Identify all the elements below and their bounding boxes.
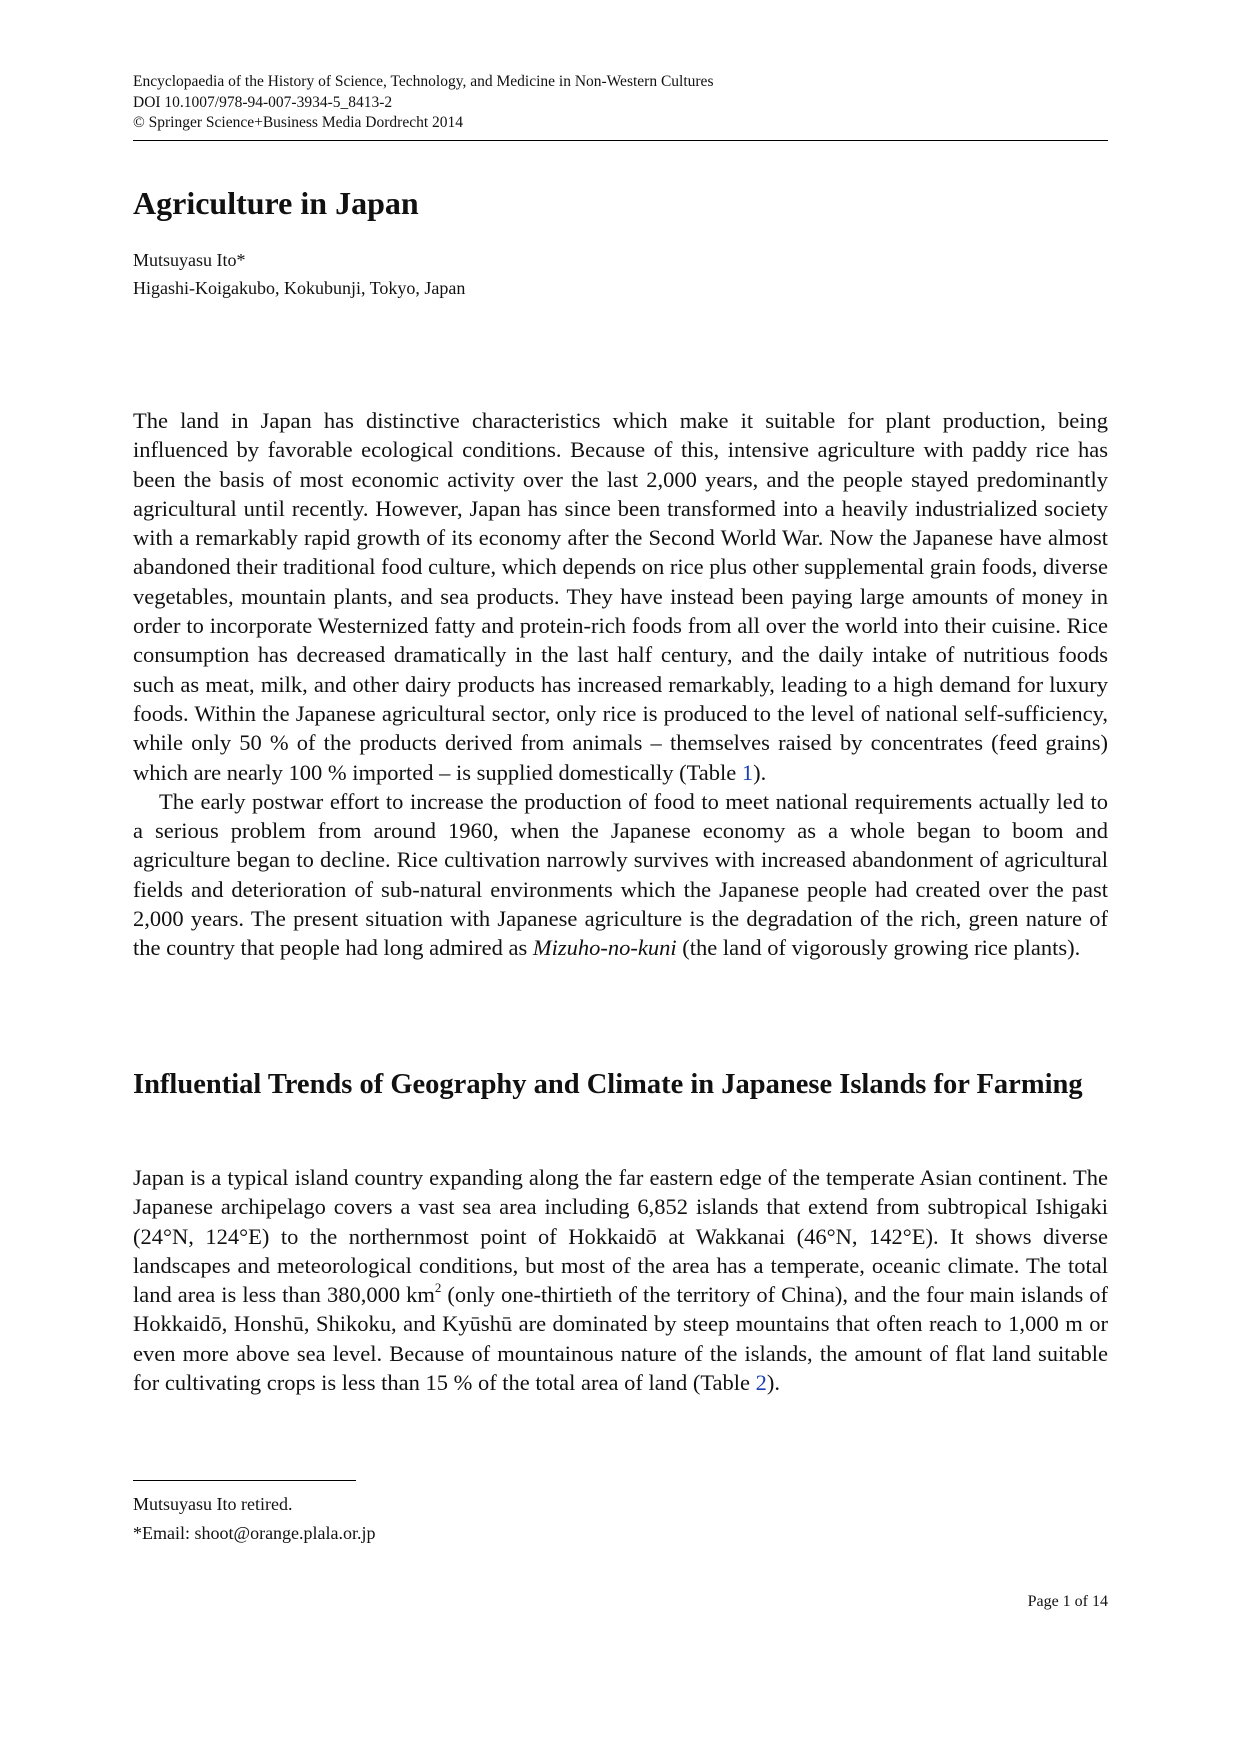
intro-paragraph-1 xyxy=(133,406,1108,787)
author-affiliation: Higashi-Koigakubo, Kokubunji, Tokyo, Japan xyxy=(133,278,466,298)
intro-paragraph-2-text: The early postwar effort to increase the production of food to meet national requirements actually led to a serious problem from around 1960, when the Japanese economy as a whole began to boom and agriculture began to decline. Rice cultivation narrowly survives with increased abandonment of agricultural fields and deterioration of sub-natural environments which the Japanese people had created over the past 2,000 years. The present situation with Japanese agriculture is the degradation of the rich, green nature of the country that people had long admired as xyxy=(133,788,1108,961)
geography-section xyxy=(133,1163,1108,1397)
geography-paragraph-cont: (only one-thirtieth of the territory of China), and the four main islands of Hokkaidō, Honshū, Shikoku, and Kyūshū are dominated by steep mountains that often reach to 1,000 m or even more above sea level. Because of mountainous nature of the islands, the amount of flat land suitable for cultivating crops is less than 15 % of the total area of land (Table xyxy=(133,1282,1108,1396)
footnotes xyxy=(133,1490,376,1548)
running-header xyxy=(133,72,1108,134)
author-block xyxy=(133,246,465,302)
document-page xyxy=(133,0,1108,1754)
table-2-link[interactable]: 2 xyxy=(755,1370,767,1396)
mizuho-no-kuni-term: Mizuho-no-kuni xyxy=(532,935,677,961)
geography-paragraph-end: ). xyxy=(766,1370,780,1396)
intro-paragraph-2-end: (the land of vigorously growing rice plants). xyxy=(676,935,1081,961)
header-rule xyxy=(133,140,1108,141)
geography-paragraph-text: Japan is a typical island country expanding along the far eastern edge of the temperate Asian continent. The Japanese archipelago covers a vast sea area including 6,852 islands that extend from subtropical Ishigaki (24°N, 124°E) to the northernmost point of Hokkaidō at Wakkanai (46°N, 142°E). It shows diverse landscapes and meteorological conditions, but most of the area has a temperate, oceanic climate. The total land area is less than 380,000 km xyxy=(133,1165,1108,1308)
footnote-retired: Mutsuyasu Ito retired. xyxy=(133,1494,293,1514)
intro-section xyxy=(133,406,1108,963)
intro-paragraph-1-text: The land in Japan has distinctive characteristics which make it suitable for plant production, being influenced by favorable ecological conditions. Because of this, intensive agriculture with paddy rice has been the basis of most economic activity over the last 2,000 years, and the people stayed predominantly agricultural until recently. However, Japan has since been transformed into a heavily industrialized society with a remarkably rapid growth of its economy after the Second World War. Now the Japanese have almost abandoned their traditional food culture, which depends on rice plus other supplemental grain foods, diverse vegetables, mountain plants, and sea products. They have instead been paying large amounts of money in order to incorporate Westernized fatty and protein-rich foods from all over the world into their cuisine. Rice consumption has decreased dramatically in the last half century, and the daily intake of nutritious foods such as meat, milk, and other dairy products has increased remarkably, leading to a high demand for luxury foods. Within the Japanese agricultural sector, only rice is produced to the level of national self-sufficiency, while only 50 % of the products derived from animals – themselves raised by concentrates (feed grains) which are nearly 100 % imported – is supplied domestically (Table xyxy=(133,408,1108,785)
footnote-email: *Email: shoot@orange.plala.or.jp xyxy=(133,1523,376,1543)
journal-title: Encyclopaedia of the History of Science, Technology, and Medicine in Non-Western Cultures xyxy=(133,73,714,90)
section-heading: Influential Trends of Geography and Climate in Japanese Islands for Farming xyxy=(133,1069,1083,1100)
doi: DOI 10.1007/978-94-007-3934-5_8413-2 xyxy=(133,93,393,111)
intro-paragraph-1-end: ). xyxy=(753,759,767,785)
footnote-rule xyxy=(133,1480,356,1481)
table-1-link[interactable]: 1 xyxy=(741,759,754,785)
article-title: Agriculture in Japan xyxy=(133,185,419,221)
intro-paragraph-2 xyxy=(133,787,1108,963)
superscript-2: 2 xyxy=(434,1280,442,1296)
copyright: © Springer Science+Business Media Dordrecht 2014 xyxy=(133,114,464,131)
author-name: Mutsuyasu Ito* xyxy=(133,250,246,270)
page-number: Page 1 of 14 xyxy=(1027,1593,1108,1610)
geography-paragraph-1 xyxy=(133,1163,1108,1397)
